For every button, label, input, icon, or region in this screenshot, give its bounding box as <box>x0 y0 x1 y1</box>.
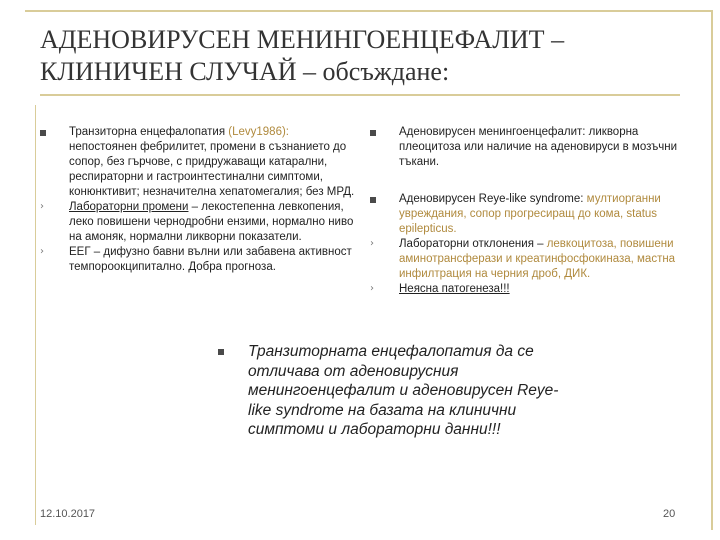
right-item-1-text: Аденовирусен менингоенцефалит: ликворна плеоцитоза или наличие на аденовируси в мозъчни тъкани. <box>399 126 678 168</box>
right-item-4 <box>370 282 700 297</box>
page-number: 20 <box>663 508 676 520</box>
left-item-1 <box>40 125 355 200</box>
chevron-bullet-icon: › <box>40 246 44 257</box>
slide-title <box>40 24 690 88</box>
left-item-1-text: непостоянен фебрилитет, промени в съзнанието до сопор, без гърчове, с придружаващи катарални, респираторни и гастроинтестинални симптоми, конюнктивит; незначителна хепатомегалия; без МРД. <box>69 141 355 198</box>
right-item-2 <box>370 192 700 237</box>
right-item-4-text: Неясна патогенеза!!! <box>399 283 510 295</box>
left-item-2-label: Лабораторни промени <box>69 201 189 213</box>
left-item-2-text: – лекостепенна левкопения, леко повишени чернодробни ензими, нормално ниво на амоняк, нормални ликворни показатели. <box>69 201 354 243</box>
footer-date: 12.10.2017 <box>40 508 96 520</box>
left-divider <box>35 105 36 525</box>
right-column <box>370 125 700 297</box>
conclusion-block <box>218 342 568 440</box>
square-bullet-icon <box>40 130 46 136</box>
title-line-2: КЛИНИЧЕН СЛУЧАЙ – обсъждане: <box>40 57 450 86</box>
left-item-1-prefix: Транзиторна енцефалопатия <box>69 126 229 138</box>
title-divider <box>40 94 680 96</box>
left-item-2 <box>40 200 355 245</box>
right-item-1 <box>370 125 700 170</box>
left-column <box>40 125 355 275</box>
left-item-3 <box>40 245 355 275</box>
right-item-3-accent: левкоцитоза, повишени аминотрансферази и креатинфосфокиназа, мастна инфилтрация на черния дроб, ДИК. <box>399 238 676 280</box>
square-bullet-icon <box>370 130 376 136</box>
left-item-3-text: ЕЕГ – дифузно бавни вълни или забавена активност темпороокципитално. Добра прогноза. <box>69 246 352 273</box>
square-bullet-icon <box>218 349 224 355</box>
right-item-3 <box>370 237 700 282</box>
left-item-1-ref: (Levy1986): <box>228 126 289 138</box>
chevron-bullet-icon: › <box>370 283 374 294</box>
right-item-2-accent: мултиорганни увреждания, сопор прогресиращ до кома, status epilepticus. <box>399 193 661 235</box>
right-item-2-prefix: Аденовирусен Reye-like syndrome: <box>399 193 587 205</box>
square-bullet-icon <box>370 197 376 203</box>
chevron-bullet-icon: › <box>40 201 44 212</box>
right-item-3-prefix: Лабораторни отклонения – <box>399 238 547 250</box>
chevron-bullet-icon: › <box>370 238 374 249</box>
conclusion-text: Транзиторната енцефалопатия да се отличава от аденовирусния менингоенцефалит и аденовирусен Reye-like syndrome на базата на клинични симптоми и лабораторни данни!!! <box>248 343 559 438</box>
title-line-1: АДЕНОВИРУСЕН МЕНИНГОЕНЦЕФАЛИТ – <box>40 25 565 54</box>
